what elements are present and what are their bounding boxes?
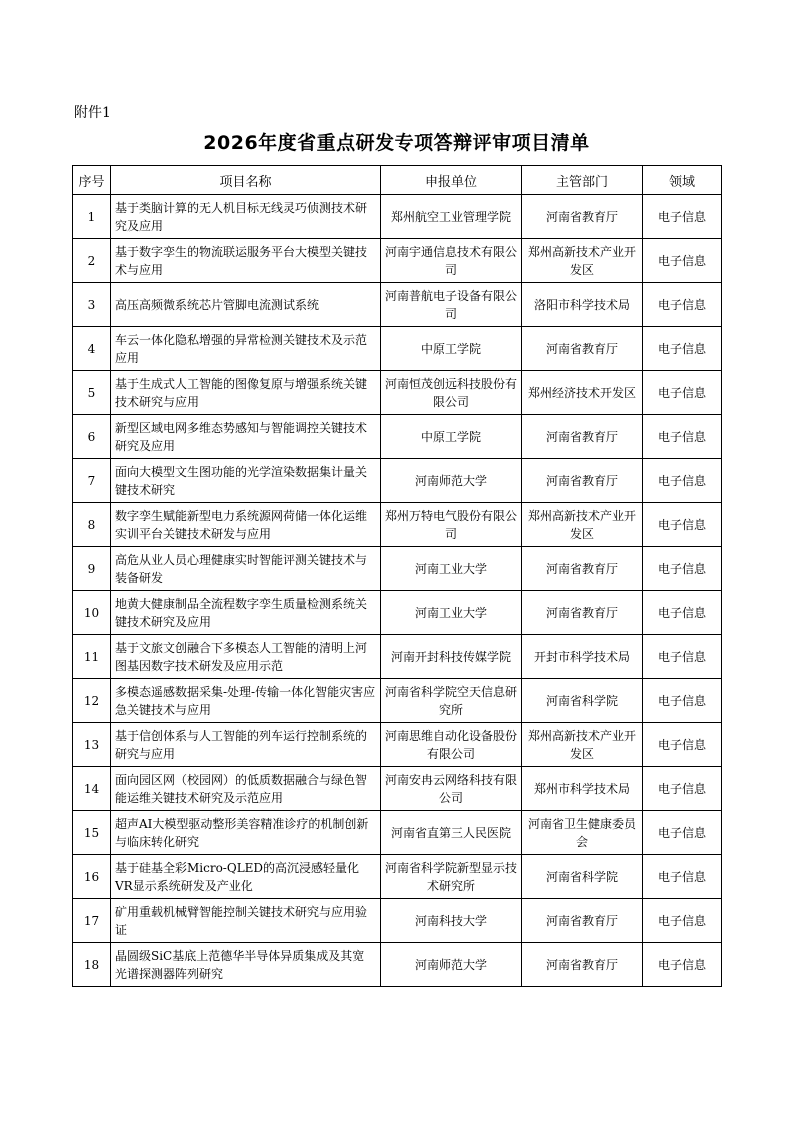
department: 河南省教育厅: [522, 899, 643, 943]
department: 洛阳市科学技术局: [522, 283, 643, 327]
field: 电子信息: [643, 679, 722, 723]
project-name: 面向园区网（校园网）的低质数据融合与绿色智能运维关键技术研究及示范应用: [111, 767, 381, 811]
project-name: 数字孪生赋能新型电力系统源网荷储一体化运维实训平台关键技术研发与应用: [111, 503, 381, 547]
project-name: 高压高频微系统芯片管脚电流测试系统: [111, 283, 381, 327]
applicant-unit: 河南师范大学: [381, 943, 522, 987]
applicant-unit: 中原工学院: [381, 415, 522, 459]
row-number: 11: [73, 635, 111, 679]
applicant-unit: 河南省科学院新型显示技术研究所: [381, 855, 522, 899]
applicant-unit: 河南宇通信息技术有限公司: [381, 239, 522, 283]
header-applicant-unit: 申报单位: [381, 166, 522, 195]
project-name: 基于数字孪生的物流联运服务平台大模型关键技术与应用: [111, 239, 381, 283]
applicant-unit: 河南安冉云网络科技有限公司: [381, 767, 522, 811]
attachment-label: 附件1: [74, 105, 111, 121]
project-table: [72, 165, 722, 987]
table-row: [73, 239, 722, 283]
row-number: 6: [73, 415, 111, 459]
department: 郑州经济技术开发区: [522, 371, 643, 415]
table-header-row: [73, 166, 722, 195]
row-number: 15: [73, 811, 111, 855]
applicant-unit: 河南工业大学: [381, 591, 522, 635]
department: 河南省教育厅: [522, 415, 643, 459]
row-number: 8: [73, 503, 111, 547]
project-name: 超声AI大模型驱动整形美容精准诊疗的机制创新与临床转化研究: [111, 811, 381, 855]
project-name: 高危从业人员心理健康实时智能评测关键技术与装备研发: [111, 547, 381, 591]
row-number: 17: [73, 899, 111, 943]
table-row: [73, 767, 722, 811]
table-row: [73, 855, 722, 899]
department: 河南省教育厅: [522, 943, 643, 987]
row-number: 16: [73, 855, 111, 899]
applicant-unit: 河南工业大学: [381, 547, 522, 591]
project-name: 基于文旅文创融合下多模态人工智能的清明上河图基因数字技术研发及应用示范: [111, 635, 381, 679]
field: 电子信息: [643, 723, 722, 767]
row-number: 5: [73, 371, 111, 415]
row-number: 3: [73, 283, 111, 327]
applicant-unit: 河南恒茂创远科技股份有限公司: [381, 371, 522, 415]
table-row: [73, 503, 722, 547]
field: 电子信息: [643, 591, 722, 635]
project-name: 基于生成式人工智能的图像复原与增强系统关键技术研究与应用: [111, 371, 381, 415]
field: 电子信息: [643, 327, 722, 371]
applicant-unit: 河南科技大学: [381, 899, 522, 943]
field: 电子信息: [643, 503, 722, 547]
row-number: 7: [73, 459, 111, 503]
department: 河南省卫生健康委员会: [522, 811, 643, 855]
project-name: 晶圆级SiC基底上范德华半导体异质集成及其宽光谱探测器阵列研究: [111, 943, 381, 987]
row-number: 1: [73, 195, 111, 239]
applicant-unit: 河南思维自动化设备股份有限公司: [381, 723, 522, 767]
field: 电子信息: [643, 811, 722, 855]
project-name: 基于硅基全彩Micro-QLED的高沉浸感轻量化VR显示系统研发及产业化: [111, 855, 381, 899]
table-row: [73, 635, 722, 679]
project-name: 车云一体化隐私增强的异常检测关键技术及示范应用: [111, 327, 381, 371]
field: 电子信息: [643, 459, 722, 503]
header-number: 序号: [73, 166, 111, 195]
row-number: 4: [73, 327, 111, 371]
applicant-unit: 河南师范大学: [381, 459, 522, 503]
project-name: 矿用重载机械臂智能控制关键技术研究与应用验证: [111, 899, 381, 943]
applicant-unit: 郑州航空工业管理学院: [381, 195, 522, 239]
department: 郑州高新技术产业开发区: [522, 723, 643, 767]
department: 河南省教育厅: [522, 459, 643, 503]
table-row: [73, 459, 722, 503]
department: 郑州高新技术产业开发区: [522, 239, 643, 283]
project-name: 新型区域电网多维态势感知与智能调控关键技术研究及应用: [111, 415, 381, 459]
row-number: 10: [73, 591, 111, 635]
page-title: 2026年度省重点研发专项答辩评审项目清单: [203, 132, 590, 154]
table-row: [73, 327, 722, 371]
header-department: 主管部门: [522, 166, 643, 195]
department: 河南省科学院: [522, 679, 643, 723]
department: 河南省教育厅: [522, 591, 643, 635]
row-number: 13: [73, 723, 111, 767]
department: 河南省教育厅: [522, 547, 643, 591]
header-project-name: 项目名称: [111, 166, 381, 195]
row-number: 14: [73, 767, 111, 811]
row-number: 18: [73, 943, 111, 987]
header-field: 领域: [643, 166, 722, 195]
project-name: 地黄大健康制品全流程数字孪生质量检测系统关键技术研究及应用: [111, 591, 381, 635]
field: 电子信息: [643, 371, 722, 415]
table-row: [73, 899, 722, 943]
field: 电子信息: [643, 855, 722, 899]
row-number: 2: [73, 239, 111, 283]
table-row: [73, 371, 722, 415]
department: 河南省教育厅: [522, 327, 643, 371]
table-row: [73, 811, 722, 855]
field: 电子信息: [643, 899, 722, 943]
table-row: [73, 591, 722, 635]
table-row: [73, 283, 722, 327]
table-row: [73, 723, 722, 767]
field: 电子信息: [643, 283, 722, 327]
field: 电子信息: [643, 635, 722, 679]
field: 电子信息: [643, 943, 722, 987]
department: 开封市科学技术局: [522, 635, 643, 679]
project-name: 面向大模型文生图功能的光学渲染数据集计量关键技术研究: [111, 459, 381, 503]
department: 河南省科学院: [522, 855, 643, 899]
department: 河南省教育厅: [522, 195, 643, 239]
project-name: 基于信创体系与人工智能的列车运行控制系统的研究与应用: [111, 723, 381, 767]
field: 电子信息: [643, 195, 722, 239]
department: 郑州市科学技术局: [522, 767, 643, 811]
project-name: 基于类脑计算的无人机目标无线灵巧侦测技术研究及应用: [111, 195, 381, 239]
applicant-unit: 中原工学院: [381, 327, 522, 371]
applicant-unit: 河南普航电子设备有限公司: [381, 283, 522, 327]
table-row: [73, 547, 722, 591]
table-row: [73, 195, 722, 239]
table-row: [73, 679, 722, 723]
table-row: [73, 943, 722, 987]
project-name: 多模态遥感数据采集-处理-传输一体化智能灾害应急关键技术与应用: [111, 679, 381, 723]
applicant-unit: 郑州万特电气股份有限公司: [381, 503, 522, 547]
applicant-unit: 河南省科学院空天信息研究所: [381, 679, 522, 723]
applicant-unit: 河南开封科技传媒学院: [381, 635, 522, 679]
row-number: 12: [73, 679, 111, 723]
field: 电子信息: [643, 415, 722, 459]
table-row: [73, 415, 722, 459]
row-number: 9: [73, 547, 111, 591]
field: 电子信息: [643, 767, 722, 811]
department: 郑州高新技术产业开发区: [522, 503, 643, 547]
field: 电子信息: [643, 547, 722, 591]
applicant-unit: 河南省直第三人民医院: [381, 811, 522, 855]
field: 电子信息: [643, 239, 722, 283]
